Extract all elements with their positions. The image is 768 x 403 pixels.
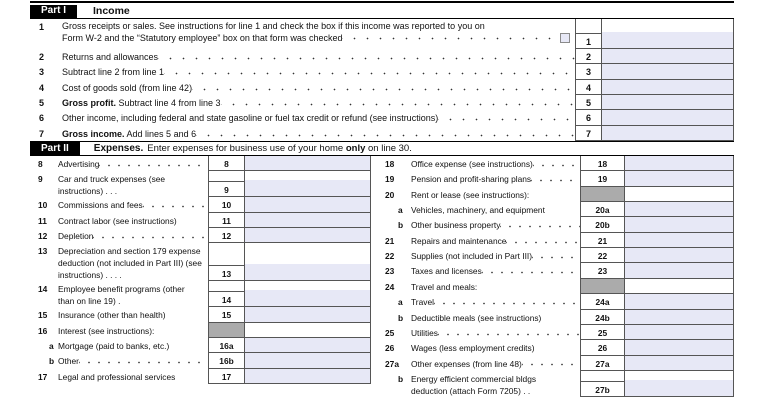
amount-field[interactable] [625, 340, 733, 354]
expense-row [371, 187, 734, 202]
dot-leader [533, 158, 580, 171]
expense-row [371, 340, 734, 355]
part2-header [30, 141, 734, 156]
dot-leader [192, 82, 575, 95]
line-ref-box: 10 [221, 200, 232, 211]
dot-leader [500, 219, 580, 232]
expense-row [371, 202, 734, 217]
line-number: 23 [385, 266, 395, 277]
line-number: 9 [38, 174, 43, 185]
expense-label: Other expenses (from line 48) [411, 358, 522, 369]
dot-leader [535, 342, 581, 355]
amount-field-line1[interactable] [602, 32, 733, 48]
line-number: 13 [38, 246, 48, 257]
line-ref-box: 13 [209, 265, 244, 280]
part2-tag: Part II [30, 142, 80, 155]
line-ref-box: 5 [585, 98, 591, 109]
expense-label: Pension and profit-sharing plans [411, 174, 532, 185]
expense-row [30, 213, 371, 228]
expense-row [371, 233, 734, 248]
line-number: 12 [38, 231, 48, 242]
line-number: 26 [385, 343, 395, 354]
line-ref-box: 7 [585, 128, 591, 139]
expense-row [371, 294, 734, 309]
line-ref-box: 2 [585, 52, 591, 62]
line-number: b [398, 312, 404, 323]
amount-field[interactable] [245, 323, 370, 337]
amount-field[interactable] [625, 294, 733, 308]
line-ref-box: 15 [221, 310, 232, 321]
line-ref-box: 22 [597, 251, 608, 262]
expense-label: Contract labor (see instructions) [58, 215, 177, 226]
expense-row [30, 197, 371, 212]
expense-row [30, 156, 371, 171]
expense-row [30, 171, 371, 197]
dot-leader [198, 173, 208, 197]
expense-row [371, 356, 734, 371]
line-ref-box: 23 [597, 266, 608, 277]
expense-row [30, 243, 371, 281]
income-row [30, 64, 734, 79]
line-ref-box: 24b [595, 312, 610, 323]
expense-row [30, 338, 371, 353]
line-ref-box: 1 [576, 33, 601, 48]
amount-field[interactable] [602, 49, 733, 63]
line-number: 11 [38, 215, 47, 226]
income-label: Subtract line 2 from line 1 [62, 67, 165, 78]
expense-label: Office expense (see instructions) [411, 159, 533, 170]
income-label-bold: Gross profit. [62, 98, 117, 109]
line-number: 4 [39, 82, 45, 93]
dot-leader [164, 66, 575, 79]
line-number: 5 [39, 98, 45, 109]
dot-leader [99, 158, 208, 171]
dot-leader [572, 373, 580, 397]
expense-row [371, 171, 734, 186]
expense-label: Insurance (other than health) [58, 310, 166, 321]
expense-row [371, 371, 734, 397]
expense-label: Commissions and fees [58, 200, 143, 211]
dot-leader [154, 325, 208, 338]
expense-label: Mortgage (paid to banks, etc.) [58, 341, 170, 352]
income-label: Other income, including federal and state gasoline or fuel tax credit or refund (see instructions) [62, 113, 439, 124]
amount-field[interactable] [625, 217, 733, 231]
dot-leader [169, 340, 208, 353]
expense-label: Advertising [58, 159, 100, 170]
line-number: 7 [39, 128, 45, 139]
amount-field[interactable] [245, 264, 370, 280]
line-ref-box: 17 [221, 371, 232, 382]
line-number: a [398, 297, 403, 308]
expense-label: Travel and meals: [411, 281, 478, 292]
expense-label: Energy efficient commercial bldgs deduction (attach Form 7205) . . [411, 373, 537, 396]
amount-field[interactable] [245, 307, 370, 321]
dot-leader [93, 230, 208, 243]
expense-row [371, 263, 734, 278]
expense-row [30, 281, 371, 307]
line-number: 22 [385, 251, 395, 262]
part2-subtitle: Enter expenses for business use of your home only on line 30. [147, 142, 412, 154]
line-number: 19 [385, 174, 395, 185]
amount-field[interactable] [625, 156, 733, 170]
line-number: b [49, 356, 55, 367]
expense-row [371, 217, 734, 232]
line-ref-box: 16a [219, 341, 234, 352]
expense-row [371, 279, 734, 294]
line-number: 14 [38, 284, 48, 295]
income-label: Returns and allowances [62, 52, 159, 62]
dot-leader [532, 250, 580, 263]
amount-field[interactable] [245, 353, 370, 367]
dot-leader [175, 371, 208, 384]
income-row [30, 80, 734, 95]
line-ref-box: 11 [222, 215, 231, 226]
dot-leader [166, 309, 208, 322]
dot-leader [177, 215, 208, 228]
line-ref-box: 12 [221, 231, 232, 242]
dot-leader [434, 296, 580, 309]
amount-field[interactable] [602, 64, 733, 78]
part2-title: Expenses. [93, 142, 144, 154]
amount-field[interactable] [625, 356, 733, 370]
line-number: 8 [38, 159, 43, 170]
line-ref-box: 3 [585, 67, 591, 78]
amount-field[interactable] [625, 380, 733, 396]
income-row [30, 110, 734, 125]
income-label-bold: Gross income. [62, 128, 125, 139]
line-ref-box: 24a [595, 297, 610, 308]
expense-row [30, 228, 371, 243]
line-ref-box: 6 [585, 113, 591, 124]
line-ref-box: 20a [595, 205, 610, 216]
line-number: 2 [39, 52, 45, 62]
expense-row [371, 310, 734, 325]
amount-field[interactable] [625, 248, 733, 262]
income-label: Gross income. Add lines 5 and 6 [62, 128, 197, 139]
statutory-employee-checkbox[interactable] [560, 33, 570, 43]
expense-row [371, 248, 734, 263]
part2-columns [30, 156, 734, 397]
expense-label: Other business property [411, 220, 501, 231]
line-number: 17 [38, 371, 48, 382]
line-ref-box: 4 [585, 82, 591, 93]
dot-leader [196, 128, 575, 141]
dot-leader [545, 204, 580, 217]
dot-leader [342, 32, 558, 44]
expense-label: Other [58, 356, 79, 367]
dot-leader [199, 283, 208, 307]
income-row-1 [30, 19, 734, 49]
amount-field[interactable] [625, 202, 733, 216]
dot-leader [438, 327, 580, 340]
line-number: 1 [39, 22, 45, 32]
line-ref-box: 14 [209, 291, 244, 306]
income-label: Gross profit. Subtract line 4 from line 3 [62, 98, 221, 109]
expense-label: Travel [411, 297, 434, 308]
income-row [30, 126, 734, 141]
expense-label: Deductible meals (see instructions) [411, 312, 542, 323]
line1-text-a: Gross receipts or sales. See instructions for line 1 and check the box if this income was reported to you on [62, 21, 485, 31]
line-number: 3 [39, 67, 45, 78]
line-ref-box: 19 [597, 174, 608, 185]
dot-leader [143, 199, 208, 212]
amount-field[interactable] [245, 228, 370, 242]
line-number: 20 [385, 189, 395, 200]
amount-field[interactable] [245, 180, 370, 196]
expense-label: Interest (see instructions): [58, 325, 155, 336]
amount-field[interactable] [245, 290, 370, 306]
expense-row [30, 307, 371, 322]
amount-field[interactable] [625, 187, 733, 201]
expense-label: Depreciation and section 179 expense deduction (not included in Part III) (see instructions) . . . . [58, 246, 202, 281]
line-number: a [49, 341, 54, 352]
amount-field[interactable] [625, 279, 733, 293]
line-ref-box [209, 323, 244, 337]
part1-header [30, 4, 734, 19]
line-number: 10 [38, 200, 48, 211]
dot-leader [506, 235, 580, 248]
dot-leader [438, 112, 575, 125]
expense-row [30, 353, 371, 368]
line-ref-box [581, 187, 624, 201]
part1-title: Income [93, 5, 130, 17]
amount-field[interactable] [245, 197, 370, 211]
dot-leader [531, 173, 580, 186]
line-ref-box: 18 [597, 159, 608, 170]
expense-label: Car and truck expenses (see instructions) . . . [58, 174, 166, 197]
dot-leader [522, 358, 580, 371]
amount-field[interactable] [625, 263, 733, 277]
expense-row [30, 369, 371, 384]
income-row [30, 49, 734, 64]
amount-field[interactable] [602, 80, 733, 94]
dot-leader [477, 281, 580, 294]
line-ref-box: 21 [597, 235, 608, 246]
expense-label: Depletion [58, 231, 94, 242]
line-ref-box: 27a [595, 358, 610, 369]
expense-label: Vehicles, machinery, and equipment [411, 205, 545, 216]
form-top-border [30, 1, 734, 3]
expense-label: Employee benefit programs (other than on line 19) . [58, 284, 185, 307]
expense-label: Repairs and maintenance [411, 235, 507, 246]
expense-row [371, 325, 734, 340]
line-ref-box: 27b [581, 381, 624, 396]
amount-field[interactable] [245, 338, 370, 352]
amount-field[interactable] [602, 110, 733, 124]
amount-field[interactable] [625, 171, 733, 185]
line-number: 18 [385, 159, 395, 170]
line-ref-box: 8 [224, 159, 229, 170]
dot-leader [482, 265, 580, 278]
amount-field[interactable] [245, 369, 370, 383]
expense-label: Rent or lease (see instructions): [411, 189, 530, 200]
amount-field[interactable] [625, 233, 733, 247]
amount-field[interactable] [625, 325, 733, 339]
dot-leader [79, 355, 208, 368]
part1-tag: Part I [30, 5, 77, 18]
line-ref-box: 25 [597, 327, 608, 338]
line-number: b [398, 373, 404, 384]
line-number: 6 [39, 113, 45, 124]
expense-label: Wages (less employment credits) [411, 343, 535, 354]
line-number: 24 [385, 281, 395, 292]
line-number: b [398, 220, 404, 231]
amount-field[interactable] [245, 156, 370, 170]
expense-label: Supplies (not included in Part III) [411, 251, 533, 262]
line-number: 27a [385, 358, 399, 369]
part1-rows [30, 49, 734, 141]
dot-leader [221, 97, 575, 110]
line-number: 16 [38, 325, 48, 336]
line-ref-box: 16b [219, 356, 234, 367]
income-label: Cost of goods sold (from line 42) [62, 82, 193, 93]
dot-leader [541, 312, 580, 325]
line1-text-b: Form W-2 and the “Statutory employee” box on that form was checked [62, 33, 343, 43]
expense-label: Utilities [411, 327, 438, 338]
amount-field[interactable] [245, 213, 370, 227]
line-ref-box: 9 [209, 181, 244, 196]
dot-leader [529, 189, 580, 202]
line-number: 25 [385, 327, 395, 338]
expense-label: Legal and professional services [58, 371, 176, 382]
amount-field[interactable] [625, 310, 733, 324]
line-number: 15 [38, 310, 48, 321]
expense-label: Taxes and licenses [411, 266, 482, 277]
expenses-right-column [371, 156, 734, 397]
line-ref-box [581, 279, 624, 293]
expense-row [371, 156, 734, 171]
amount-field[interactable] [602, 126, 733, 140]
line-ref-box: 20b [595, 220, 610, 231]
expense-row [30, 323, 371, 338]
expenses-left-column [30, 156, 371, 384]
line-number: 21 [385, 235, 395, 246]
dot-leader [158, 51, 575, 64]
line-ref-box: 26 [597, 343, 608, 354]
income-row [30, 95, 734, 110]
amount-field[interactable] [602, 95, 733, 109]
line-number: a [398, 205, 403, 216]
